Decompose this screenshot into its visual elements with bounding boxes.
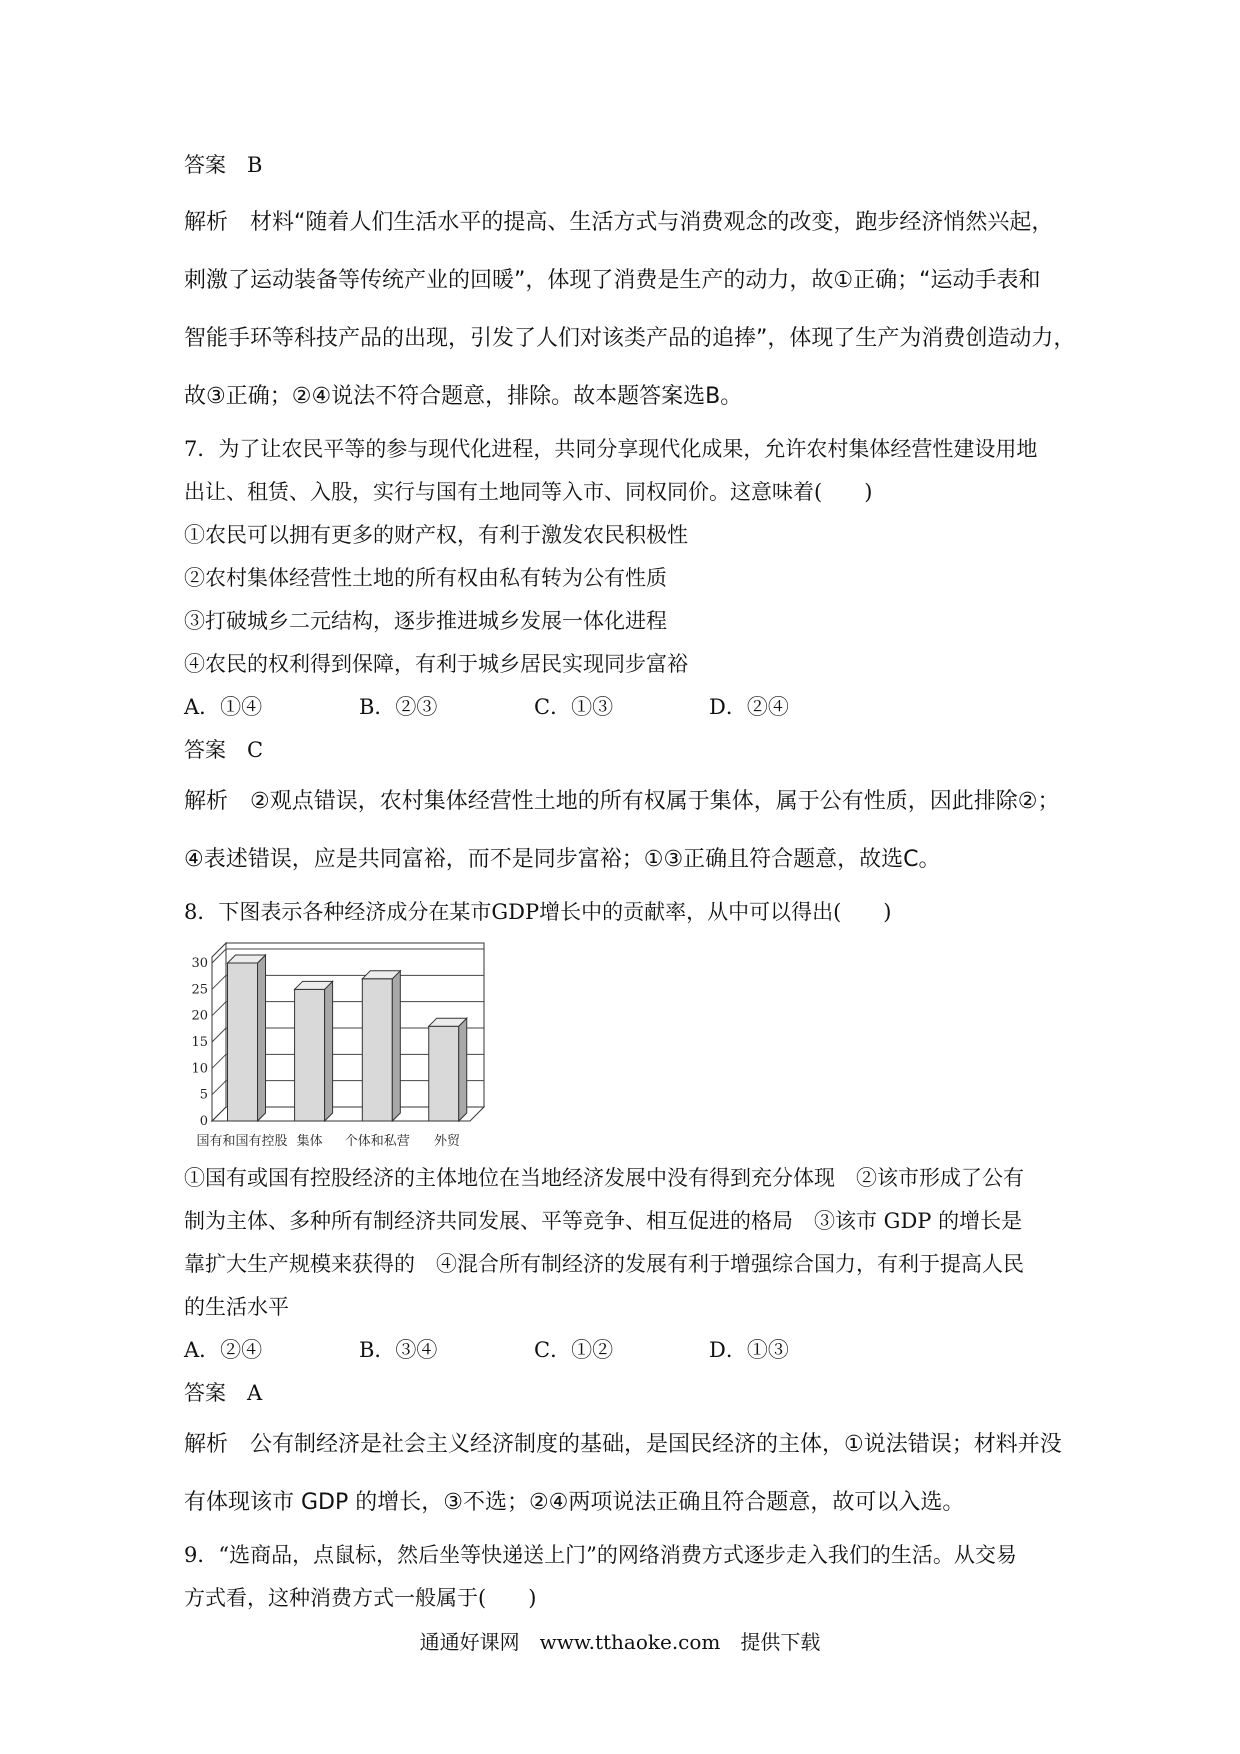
q8-option-a: A．②④: [184, 1338, 263, 1362]
q7-option-d: D．②④: [709, 695, 789, 719]
q7-item: ①农民可以拥有更多的财产权，有利于激发农民积极性: [184, 523, 688, 547]
chart-side-wall: [212, 943, 226, 1121]
y-tick-label: 25: [191, 982, 208, 998]
q8-analysis-line: 解析 公有制经济是社会主义经济制度的基础，是国民经济的主体，①说法错误；材料并没: [184, 1432, 1062, 1457]
y-tick-label: 10: [191, 1061, 208, 1077]
q8-stem: 8．下图表示各种经济成分在某市GDP增长中的贡献率，从中可以得出( ): [184, 900, 892, 924]
q9-stem-line: 9．“选商品，点鼠标，然后坐等快递送上门”的网络消费方式逐步走入我们的生活。从交易: [184, 1543, 1017, 1567]
q8-option-b: B．③④: [359, 1338, 438, 1362]
q7-item: ②农村集体经营性土地的所有权由私有转为公有性质: [184, 566, 667, 590]
x-category-label: 国有和国有控股: [196, 1134, 288, 1149]
bar-side: [392, 971, 400, 1121]
q7-option-c: C．①③: [534, 695, 614, 719]
q7-option-b: B．②③: [359, 695, 438, 719]
document-content: [184, 150, 1076, 1613]
q9-stem-line: 方式看，这种消费方式一般属于( ): [184, 1586, 537, 1610]
q8-option-c: C．①②: [534, 1338, 614, 1362]
x-category-label: 集体: [296, 1134, 323, 1149]
gdp-contribution-chart: [184, 933, 544, 1163]
y-tick-label: 20: [191, 1008, 208, 1024]
q6-analysis-line: 解析 材料“随着人们生活水平的提高、生活方式与消费观念的改变，跑步经济悄然兴起，: [184, 210, 1054, 235]
y-tick-label: 15: [191, 1035, 208, 1050]
q8-analysis-line: 有体现该市 GDP 的增长，③不选；②④两项说法正确且符合题意，故可以入选。: [184, 1490, 965, 1515]
q7-item: ④农民的权利得到保障，有利于城乡居民实现同步富裕: [184, 652, 688, 676]
q8-item-line: 制为主体、多种所有制经济共同发展、平等竞争、相互促进的格局 ③该市 GDP 的增长是: [184, 1209, 1023, 1233]
page-footer: 通通好课网 www.tthaoke.com 提供下载: [419, 1630, 821, 1654]
y-tick-label: 0: [199, 1114, 208, 1129]
q7-answer: 答案 C: [184, 738, 264, 762]
q8-options: [184, 1335, 1064, 1365]
bar-side: [459, 1018, 467, 1121]
q7-stem-line: 7．为了让农民平等的参与现代化进程，共同分享现代化成果，允许农村集体经营性建设用地: [184, 437, 1038, 461]
bar-side: [325, 981, 333, 1121]
y-tick-label: 30: [191, 956, 208, 971]
q7-option-a: A．①④: [184, 695, 263, 719]
q7-analysis-line: ④表述错误，应是共同富裕，而不是同步富裕；①③正确且符合题意，故选C。: [184, 847, 941, 872]
q7-stem-line: 出让、租赁、入股，实行与国有土地同等入市、同权同价。这意味着( ): [184, 480, 873, 504]
q6-answer: 答案 B: [184, 153, 263, 177]
bar: [228, 963, 258, 1121]
q6-analysis-line: 智能手环等科技产品的出现，引发了人们对该类产品的追捧”，体现了生产为消费创造动力，: [184, 326, 1076, 351]
q8-answer: 答案 A: [184, 1381, 263, 1405]
q8-item-line: ①国有或国有控股经济的主体地位在当地经济发展中没有得到充分体现 ②该市形成了公有: [184, 1166, 1024, 1190]
q6-analysis-line: 刺激了运动装备等传统产业的回暖”，体现了消费是生产的动力，故①正确；“运动手表和: [184, 268, 1041, 293]
bar: [295, 989, 325, 1121]
q7-analysis-line: 解析 ②观点错误，农村集体经营性土地的所有权属于集体，属于公有性质，因此排除②；: [184, 789, 1060, 814]
q8-item-line: 靠扩大生产规模来获得的 ④混合所有制经济的发展有利于增强综合国力，有利于提高人民: [184, 1252, 1024, 1276]
bar-chart-svg: [184, 933, 544, 1163]
y-tick-label: 5: [199, 1087, 208, 1103]
bar: [429, 1026, 459, 1121]
q7-item: ③打破城乡二元结构，逐步推进城乡发展一体化进程: [184, 609, 667, 633]
x-category-label: 外贸: [433, 1134, 460, 1149]
bar-side: [258, 955, 266, 1121]
q7-options: [184, 692, 1064, 722]
q6-analysis-line: 故③正确；②④说法不符合题意，排除。故本题答案选B。: [184, 384, 743, 409]
q8-option-d: D．①③: [709, 1338, 789, 1362]
q8-item-line: 的生活水平: [184, 1295, 289, 1319]
x-category-label: 个体和私营: [344, 1134, 410, 1149]
bar: [362, 979, 392, 1121]
